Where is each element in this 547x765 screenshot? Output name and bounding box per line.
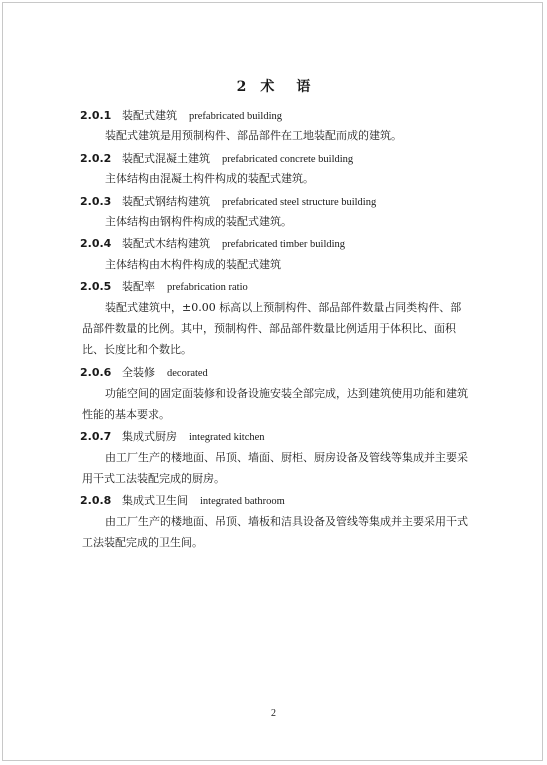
term-definition: 装配式建筑中，±0.00 标高以上预制构件、部品部件数量占同类构件、部品部件数量的比例。其中，预制构件、部品部件数量比例适用于体积比、面积比、长度比和个数比。 bbox=[82, 301, 462, 356]
term-heading bbox=[80, 429, 265, 445]
term-code: 2.0.1 bbox=[80, 109, 112, 122]
chapter-title-char-1: 术 bbox=[260, 79, 275, 95]
term-name-zh: 集成式厨房 bbox=[122, 430, 177, 443]
term-name-en: prefabricated concrete building bbox=[222, 154, 354, 165]
term-name-en: prefabricated timber building bbox=[222, 239, 346, 250]
term-name-en: prefabricated building bbox=[189, 111, 283, 122]
term-heading bbox=[80, 151, 353, 167]
term-definition: 主体结构由钢构件构成的装配式建筑。 bbox=[105, 215, 292, 228]
term-name-zh: 集成式卫生间 bbox=[122, 494, 188, 507]
term-heading bbox=[80, 194, 376, 210]
term-definition: 由工厂生产的楼地面、吊顶、墙板和洁具设备及管线等集成并主要采用干式工法装配完成的卫生间。 bbox=[82, 515, 468, 549]
term-heading bbox=[80, 279, 248, 295]
term-name-zh: 装配式混凝土建筑 bbox=[122, 152, 210, 165]
term-name-en: prefabrication ratio bbox=[167, 282, 248, 293]
term-heading bbox=[80, 365, 208, 381]
chapter-title bbox=[0, 76, 547, 96]
term-code: 2.0.3 bbox=[80, 195, 112, 208]
term-code: 2.0.4 bbox=[80, 237, 112, 250]
term-name-zh: 装配式木结构建筑 bbox=[122, 237, 210, 250]
term-definition: 功能空间的固定面装修和设备设施安装全部完成，达到建筑使用功能和建筑性能的基本要求。 bbox=[82, 387, 468, 421]
term-code: 2.0.2 bbox=[80, 152, 112, 165]
term-name-zh: 全装修 bbox=[122, 366, 155, 379]
term-name-zh: 装配式钢结构建筑 bbox=[122, 195, 210, 208]
term-name-en: prefabricated steel structure building bbox=[222, 197, 377, 208]
term-code: 2.0.8 bbox=[80, 494, 112, 507]
term-name-zh: 装配式建筑 bbox=[122, 109, 177, 122]
term-heading bbox=[80, 493, 285, 509]
term-name-en: integrated kitchen bbox=[189, 432, 265, 443]
term-heading bbox=[80, 236, 345, 252]
page-number: 2 bbox=[271, 708, 276, 719]
term-name-en: integrated bathroom bbox=[200, 496, 285, 507]
term-definition: 由工厂生产的楼地面、吊顶、墙面、厨柜、厨房设备及管线等集成并主要采用干式工法装配完成的厨房。 bbox=[82, 451, 468, 485]
term-definition: 装配式建筑是用预制构件、部品部件在工地装配而成的建筑。 bbox=[105, 129, 402, 142]
term-code: 2.0.6 bbox=[80, 366, 112, 379]
chapter-number: 2 bbox=[236, 79, 247, 95]
chapter-title-char-2: 语 bbox=[296, 79, 311, 95]
term-name-zh: 装配率 bbox=[122, 280, 155, 293]
term-name-en: decorated bbox=[167, 368, 208, 379]
term-definition: 主体结构由混凝土构件构成的装配式建筑。 bbox=[105, 172, 314, 185]
term-code: 2.0.5 bbox=[80, 280, 112, 293]
term-code: 2.0.7 bbox=[80, 430, 112, 443]
term-definition: 主体结构由木构件构成的装配式建筑 bbox=[105, 258, 281, 271]
term-heading bbox=[80, 108, 282, 124]
